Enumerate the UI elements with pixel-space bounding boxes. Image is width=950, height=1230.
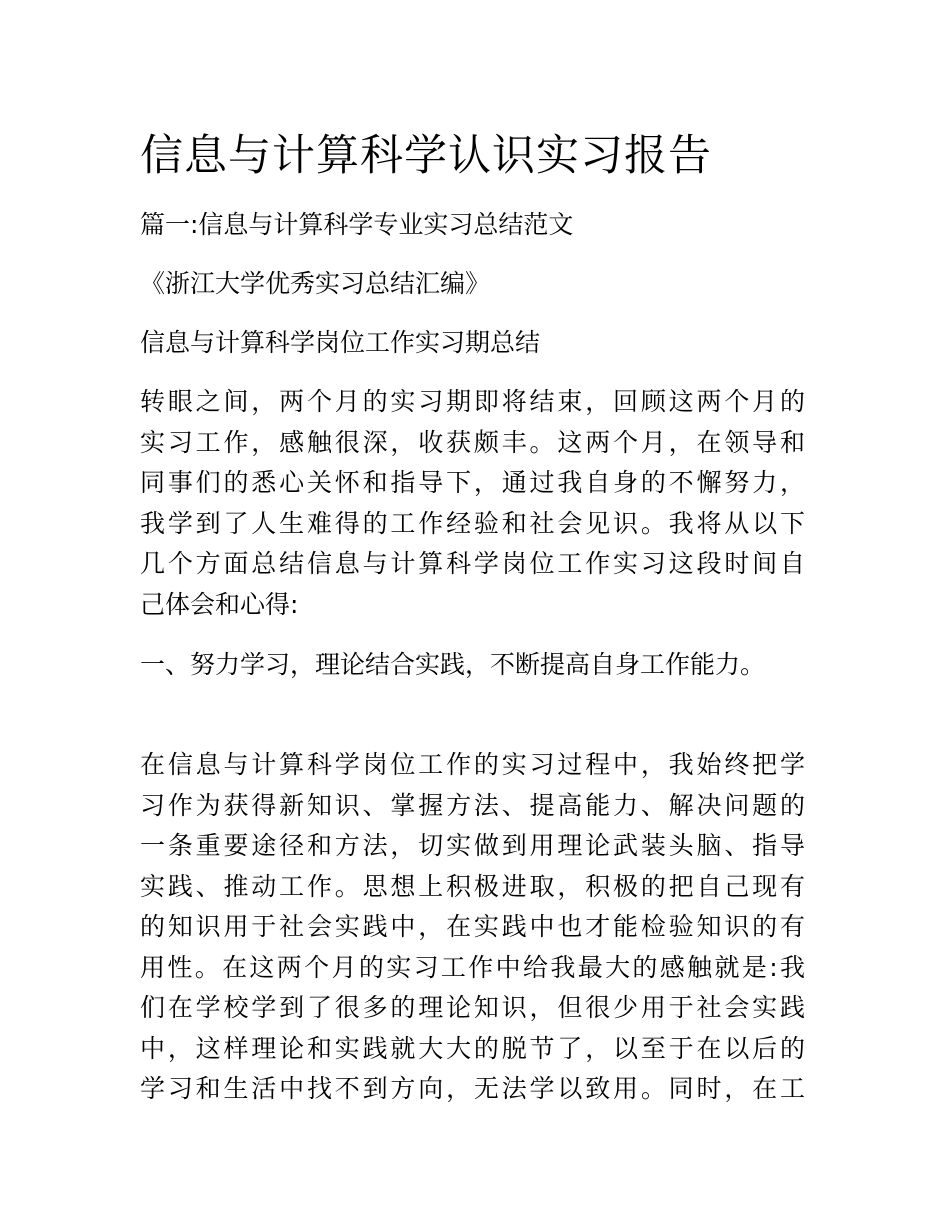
paragraph-line: 习作为获得新知识、掌握方法、提高能力、解决问题的 <box>140 790 805 820</box>
paragraph-line: 几个方面总结信息与计算科学岗位工作实习这段时间自 <box>140 549 805 578</box>
section-title: 信息与计算科学岗位工作实习期总结 <box>140 328 541 357</box>
paragraph-line: 我学到了人生难得的工作经验和社会见识。我将从以下 <box>140 508 805 538</box>
paragraph-line: 学习和生活中找不到方向，无法学以致用。同时，在工 <box>140 1074 805 1103</box>
paragraph-line: 实践、推动工作。思想上积极进取，积极的把自己现有 <box>140 871 805 901</box>
document-subtitle: 篇一:信息与计算科学专业实习总结范文 <box>140 210 574 239</box>
paragraph-line: 的知识用于社会实践中，在实践中也才能检验知识的有 <box>140 912 805 941</box>
intro-paragraph <box>140 382 805 625</box>
paragraph-line: 实习工作，感触很深，收获颇丰。这两个月，在领导和 <box>140 427 805 457</box>
document-title: 信息与计算科学认识实习报告 <box>140 131 712 181</box>
paragraph-line: 在信息与计算科学岗位工作的实习过程中，我始终把学 <box>140 750 805 779</box>
source-title: 《浙江大学优秀实习总结汇编》 <box>140 269 491 298</box>
paragraph-line: 用性。在这两个月的实习工作中给我最大的感触就是:我 <box>140 952 805 982</box>
body-paragraph <box>140 745 805 1110</box>
paragraph-line: 们在学校学到了很多的理论知识，但很少用于社会实践 <box>140 993 805 1022</box>
paragraph-line: 同事们的悉心关怀和指导下，通过我自身的不懈努力， <box>140 468 805 497</box>
paragraph-line: 己体会和心得: <box>140 589 299 619</box>
paragraph-line: 转眼之间，两个月的实习期即将结束，回顾这两个月的 <box>140 387 805 416</box>
paragraph-line: 一条重要途径和方法，切实做到用理论武装头脑、指导 <box>140 831 805 860</box>
section-heading-one: 一、努力学习，理论结合实践，不断提高自身工作能力。 <box>140 650 766 679</box>
paragraph-line: 中，这样理论和实践就大大的脱节了，以至于在以后的 <box>140 1033 805 1063</box>
